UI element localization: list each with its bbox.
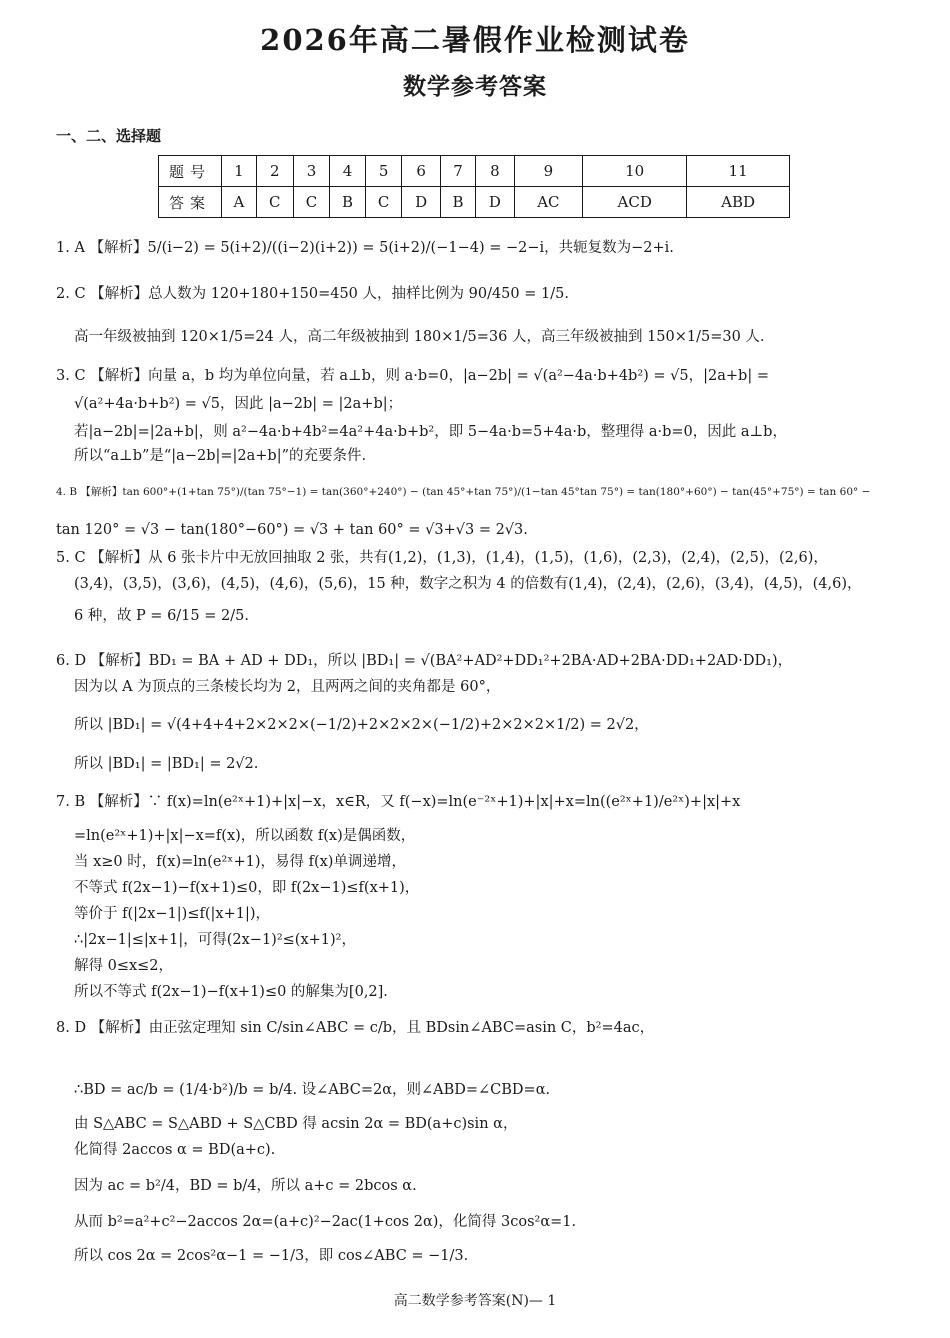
section-label: 一、二、选择题 [56, 127, 162, 145]
solution-line: 所以 cos 2α = 2cos²α−1 = −1/3，即 cos∠ABC = −1/3. [74, 1248, 469, 1264]
solution-line: 从而 b²=a²+c²−2accos 2α=(a+c)²−2ac(1+cos 2α)，化简得 3cos²α=1. [74, 1214, 577, 1230]
table-cell: 5 [365, 156, 402, 187]
table-cell: 9 [514, 156, 583, 187]
table-cell: ACD [583, 187, 687, 218]
solution-line: 6. D 【解析】BD₁ = BA + AD + DD₁，所以 |BD₁| = √(BA²+AD²+DD₁²+2BA·AD+2BA·DD₁+2AD·DD₁)， [56, 653, 793, 669]
answer-row [159, 187, 790, 218]
table-cell: C [365, 187, 402, 218]
solution-line: 3. C 【解析】向量 a，b 均为单位向量，若 a⊥b，则 a·b=0，|a−2b| = √(a²−4a·b+4b²) = √5，|2a+b| = [56, 368, 769, 384]
table-cell: 7 [440, 156, 475, 187]
solution-line: 不等式 f(2x−1)−f(x+1)≤0，即 f(2x−1)≤f(x+1)， [74, 880, 420, 896]
table-cell: AC [514, 187, 583, 218]
table-cell: D [476, 187, 514, 218]
solution-line: 等价于 f(|2x−1|)≤f(|x+1|)， [74, 906, 270, 922]
solution-line: 若|a−2b|=|2a+b|，则 a²−4a·b+4b²=4a²+4a·b+b²，即 5−4a·b=5+4a·b，整理得 a·b=0，因此 a⊥b， [74, 424, 787, 440]
table-cell: C [293, 187, 330, 218]
solution-line: tan 120° = √3 − tan(180°−60°) = √3 + tan 60° = √3+√3 = 2√3. [56, 522, 528, 538]
solution-line: 7. B 【解析】∵ f(x)=ln(e²ˣ+1)+|x|−x，x∈R，又 f(−x)=ln(e⁻²ˣ+1)+|x|+x=ln((e²ˣ+1)/e²ˣ)+|x|+x [56, 794, 741, 810]
solution-line: 化简得 2accos α = BD(a+c). [74, 1142, 276, 1158]
solution-line: (3,4)，(3,5)，(3,6)，(4,5)，(4,6)，(5,6)，15 种，数字之积为 4 的倍数有(1,4)，(2,4)，(2,6)，(3,4)，(4,5)，(4,6)， [74, 576, 862, 592]
table-cell: 4 [330, 156, 365, 187]
solution-line: 解得 0≤x≤2， [74, 958, 174, 974]
row-label: 题号 [159, 156, 222, 187]
table-cell: 6 [402, 156, 440, 187]
table-cell: 11 [687, 156, 790, 187]
solution-line: 当 x≥0 时，f(x)=ln(e²ˣ+1)，易得 f(x)单调递增， [74, 854, 406, 870]
table-cell: A [222, 187, 257, 218]
solution-line: 因为 ac = b²/4，BD = b/4，所以 a+c = 2bcos α. [74, 1178, 417, 1194]
solution-line: 因为以 A 为顶点的三条棱长均为 2，且两两之间的夹角都是 60°， [74, 679, 501, 695]
solution-line: =ln(e²ˣ+1)+|x|−x=f(x)，所以函数 f(x)是偶函数， [74, 828, 416, 844]
table-cell: 1 [222, 156, 257, 187]
solution-line: 高一年级被抽到 120×1/5=24 人，高二年级被抽到 180×1/5=36 人，高三年级被抽到 150×1/5=30 人. [74, 329, 765, 345]
solution-line: √(a²+4a·b+b²) = √5，因此 |a−2b| = |2a+b|； [74, 396, 403, 412]
table-cell: ABD [687, 187, 790, 218]
table-cell: D [402, 187, 440, 218]
page-title: 2026年高二暑假作业检测试卷 [260, 23, 690, 57]
solution-line: ∴|2x−1|≤|x+1|，可得(2x−1)²≤(x+1)²， [74, 932, 356, 948]
row-label: 答案 [159, 187, 222, 218]
table-cell: B [440, 187, 475, 218]
solution-line: 所以 |BD₁| = √(4+4+4+2×2×2×(−1/2)+2×2×2×(−1/2)+2×2×2×1/2) = 2√2， [74, 717, 649, 733]
solution-line: 4. B 【解析】tan 600°+(1+tan 75°)/(tan 75°−1) = tan(360°+240°) − (tan 45°+tan 75°)/(1−tan 45°tan 75°) = tan(180°+60°) − tan(45°+75°) = tan 60° − [56, 486, 871, 498]
solution-line: ∴BD = ac/b = (1/4·b²)/b = b/4. 设∠ABC=2α，则∠ABD=∠CBD=α. [74, 1082, 551, 1098]
solution-line: 5. C 【解析】从 6 张卡片中无放回抽取 2 张，共有(1,2)，(1,3)，(1,4)，(1,5)，(1,6)，(2,3)，(2,4)，(2,5)，(2,6)， [56, 550, 828, 566]
solution-line: 2. C 【解析】总人数为 120+180+150=450 人，抽样比例为 90/450 = 1/5. [56, 286, 569, 302]
page-subtitle: 数学参考答案 [403, 73, 547, 100]
table-cell: C [256, 187, 293, 218]
table-cell: 3 [293, 156, 330, 187]
solution-line: 由 S△ABC = S△ABD + S△CBD 得 acsin 2α = BD(a+c)sin α， [74, 1116, 518, 1132]
page-footer: 高二数学参考答案(N)— 1 [393, 1293, 557, 1309]
question-number-row [159, 156, 790, 187]
solution-line: 所以 |BD₁| = |BD₁| = 2√2. [74, 756, 259, 772]
solution-line: 所以“a⊥b”是“|a−2b|=|2a+b|”的充要条件. [74, 448, 367, 464]
table-cell: 10 [583, 156, 687, 187]
solution-line: 8. D 【解析】由正弦定理知 sin C/sin∠ABC = c/b，且 BDsin∠ABC=asin C，b²=4ac， [56, 1020, 655, 1036]
table-cell: 8 [476, 156, 514, 187]
answer-table [158, 155, 790, 218]
solution-line: 1. A 【解析】5/(i−2) = 5(i+2)/((i−2)(i+2)) = 5(i+2)/(−1−4) = −2−i，共轭复数为−2+i. [56, 240, 674, 256]
solution-line: 所以不等式 f(2x−1)−f(x+1)≤0 的解集为[0,2]. [74, 984, 388, 1000]
table-cell: B [330, 187, 365, 218]
solution-line: 6 种，故 P = 6/15 = 2/5. [74, 608, 249, 624]
table-cell: 2 [256, 156, 293, 187]
